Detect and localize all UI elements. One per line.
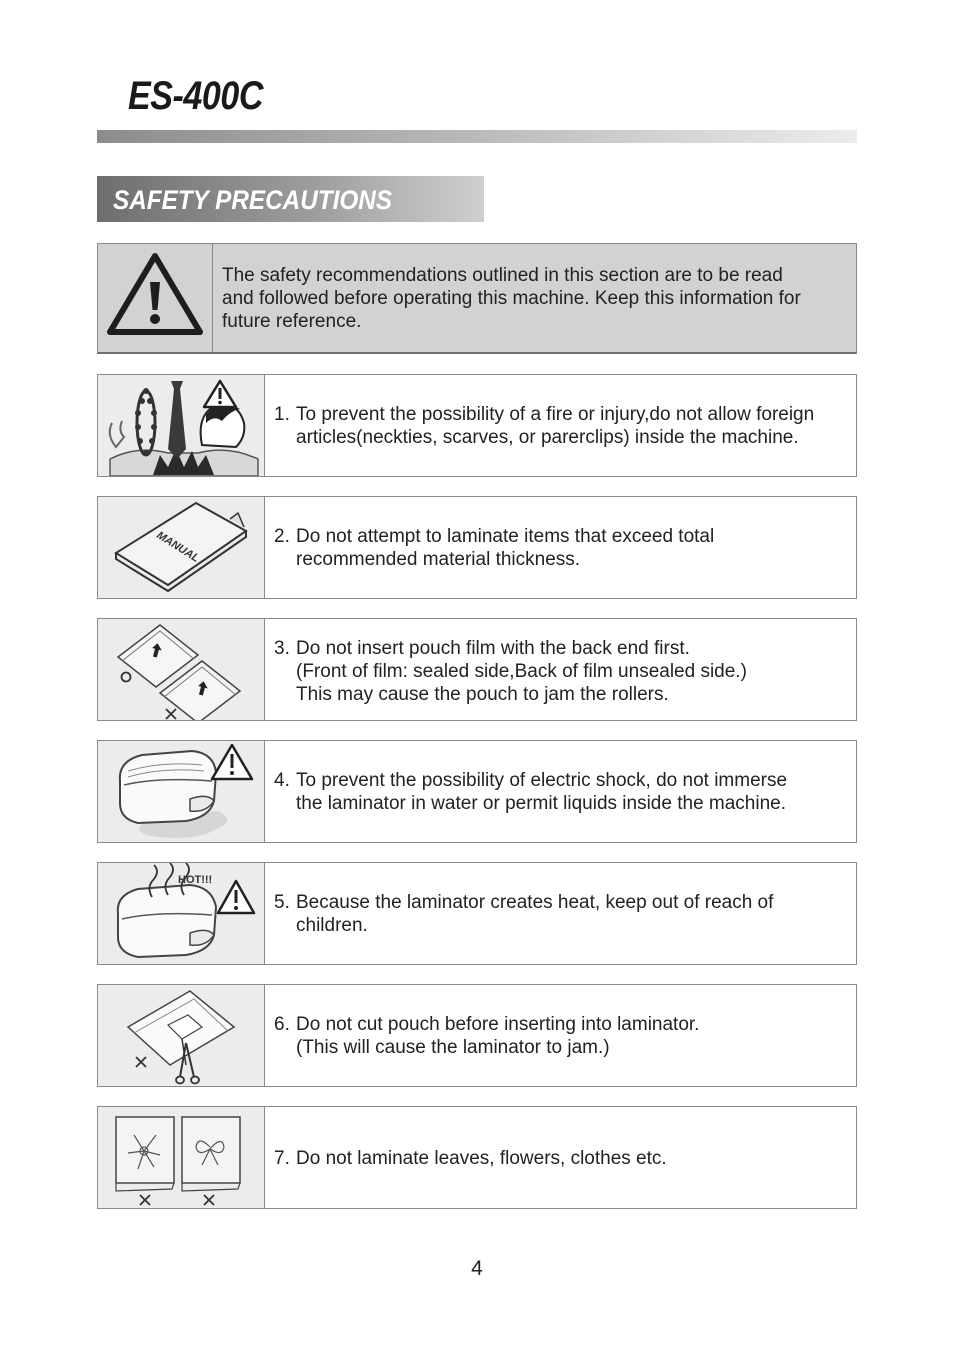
intro-line: and followed before operating this machine. Keep this information for	[222, 288, 801, 309]
precaution-item-4	[97, 740, 857, 843]
section-title-banner	[97, 176, 484, 222]
item-line: Do not laminate leaves, flowers, clothes etc.	[296, 1148, 667, 1169]
header-rule	[97, 130, 857, 143]
manual-label: MANUAL	[154, 529, 202, 565]
intro-line: future reference.	[222, 311, 362, 332]
item-line: To prevent the possibility of a fire or injury,do not allow foreign	[296, 404, 815, 425]
intro-box	[97, 243, 857, 354]
item-line: articles(neckties, scarves, or parerclips) inside the machine.	[296, 427, 799, 448]
precaution-item-3	[97, 618, 857, 721]
item-number: 4.	[274, 770, 290, 791]
item-2-picture	[98, 497, 265, 598]
item-line: This may cause the pouch to jam the rollers.	[296, 684, 669, 705]
precaution-item-1	[97, 374, 857, 477]
not-allowed-mark-icon	[166, 709, 176, 719]
item-1-picture	[98, 375, 265, 476]
laminator-water-warning-icon	[98, 741, 264, 842]
item-number: 5.	[274, 892, 290, 913]
precaution-item-6	[97, 984, 857, 1087]
manual-book-icon	[98, 497, 264, 598]
pouch-direction-icon	[98, 619, 264, 720]
cut-pouch-icon	[98, 985, 264, 1086]
item-number: 7.	[274, 1148, 290, 1169]
precaution-item-2	[97, 496, 857, 599]
item-line: (Front of film: sealed side,Back of film unsealed side.)	[296, 661, 747, 682]
not-allowed-mark-icon	[140, 1195, 150, 1205]
section-title: SAFETY PRECAUTIONS	[113, 185, 393, 215]
laminator-hot-warning-icon	[98, 863, 264, 964]
item-number: 2.	[274, 526, 290, 547]
allowed-mark-icon	[122, 673, 131, 682]
item-6-picture	[98, 985, 265, 1086]
item-line: Do not attempt to laminate items that exceed total	[296, 526, 715, 547]
item-line: recommended material thickness.	[296, 549, 581, 570]
item-line: Do not insert pouch film with the back end first.	[296, 638, 690, 659]
not-allowed-mark-icon	[204, 1195, 214, 1205]
item-line: (This will cause the laminator to jam.)	[296, 1037, 610, 1058]
intro-line: The safety recommendations outlined in this section are to be read	[222, 265, 783, 286]
item-number: 6.	[274, 1014, 290, 1035]
item-3-picture	[98, 619, 265, 720]
precaution-item-5	[97, 862, 857, 965]
item-line: children.	[296, 915, 368, 936]
precaution-item-7	[97, 1106, 857, 1209]
item-number: 3.	[274, 638, 290, 659]
leaves-flowers-icon	[98, 1107, 264, 1208]
warning-triangle-icon	[98, 244, 212, 352]
item-4-picture	[98, 741, 265, 842]
item-number: 1.	[274, 404, 290, 425]
not-allowed-mark-icon	[136, 1057, 146, 1067]
item-line: the laminator in water or permit liquids inside the machine.	[296, 793, 787, 814]
item-line: Do not cut pouch before inserting into laminator.	[296, 1014, 700, 1035]
model-title: ES-400C	[128, 74, 263, 118]
intro-icon-cell	[98, 244, 213, 352]
intro-text	[222, 264, 850, 333]
item-7-picture	[98, 1107, 265, 1208]
item-line: To prevent the possibility of electric shock, do not immerse	[296, 770, 788, 791]
item-line: Because the laminator creates heat, keep out of reach of	[296, 892, 774, 913]
hot-label: HOT!!!	[178, 874, 213, 886]
foreign-articles-warning-icon	[98, 375, 264, 476]
item-5-picture	[98, 863, 265, 964]
page-number: 4	[471, 1257, 483, 1280]
